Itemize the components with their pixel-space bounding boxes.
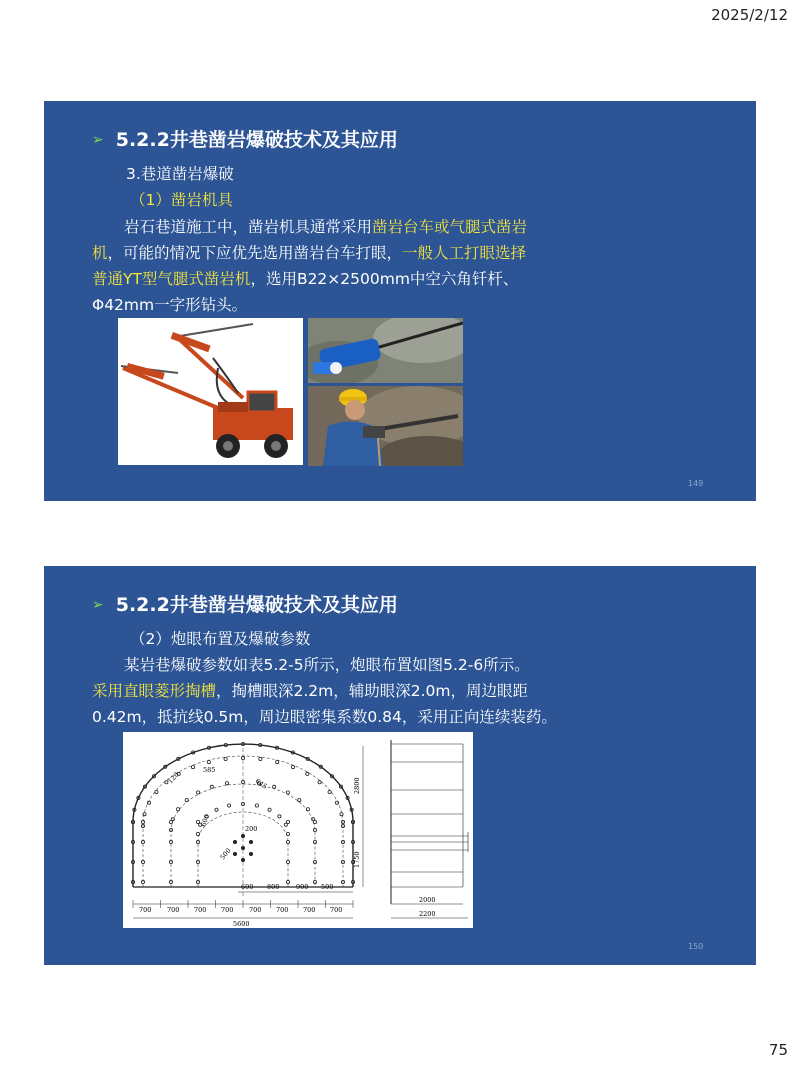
hand-drill-photo — [308, 318, 463, 383]
paragraph-line-2: 机，可能的情况下应优先选用凿岩台车打眼，一般人工打眼选择 — [92, 244, 527, 262]
slide-title-text: 5.2.2井巷凿岩爆破技术及其应用 — [115, 129, 398, 151]
dim-bottom-8: 700 — [330, 906, 343, 914]
dim-inner-2: 200 — [245, 825, 258, 833]
slide-number: 149 — [688, 479, 704, 488]
blast-hole-mark — [155, 790, 158, 793]
dim-bottom-5: 700 — [249, 906, 262, 914]
hand-drill-image — [308, 318, 463, 383]
blast-hole-mark — [225, 782, 228, 785]
blast-hole-mark — [259, 757, 262, 760]
dim-side-1: 2000 — [419, 896, 436, 904]
dim-side-2: 2200 — [419, 910, 436, 918]
blast-hole-mark — [318, 781, 321, 784]
blast-hole-mark — [196, 832, 199, 835]
blast-hole-mark — [143, 813, 146, 816]
subsection-heading: （2）炮眼布置及爆破参数 — [130, 630, 311, 648]
miner-drilling-photo — [308, 386, 463, 466]
paragraph-line-3: 普通YT型气腿式凿岩机，选用B22×2500mm中空六角钎杆、 — [92, 270, 519, 288]
arrow-bullet-icon: ➢ — [92, 597, 104, 613]
blast-hole-mark — [306, 772, 309, 775]
blast-hole-mark — [306, 808, 309, 811]
drill-jumbo-image — [118, 318, 303, 465]
blast-hole-mark — [169, 820, 172, 823]
paragraph-line-1: 某岩巷爆破参数如表5.2-5所示，炮眼布置如图5.2-6所示。 — [124, 656, 530, 674]
blast-hole-mark — [328, 790, 331, 793]
paragraph-line-2: 采用直眼菱形掏槽，掏槽眼深2.2m，辅助眼深2.0m，周边眼距 — [92, 682, 529, 700]
blasthole-layout-diagram — [123, 732, 473, 928]
blast-hole-mark — [197, 791, 200, 794]
blast-hole-mark — [286, 791, 289, 794]
subsection-heading: （1）凿岩机具 — [130, 191, 233, 209]
dim-total-width: 5600 — [233, 920, 250, 928]
blast-hole-mark — [255, 804, 258, 807]
blast-hole-mark — [207, 761, 210, 764]
dim-arch-1: 120 — [166, 770, 181, 786]
blast-hole-mark — [313, 820, 316, 823]
blast-hole-mark — [185, 799, 188, 802]
drill-jumbo-photo — [118, 318, 303, 465]
dim-middle-4: 500 — [321, 883, 334, 891]
slide-title-text: 5.2.2井巷凿岩爆破技术及其应用 — [115, 594, 398, 616]
blasthole-layout-drawing — [123, 732, 473, 928]
paragraph-line-1: 岩石巷道施工中，凿岩机具通常采用凿岩台车或气腿式凿岩 — [124, 218, 528, 236]
slide-150 — [44, 566, 756, 965]
blast-hole-mark — [286, 832, 289, 835]
section-heading: 3.巷道凿岩爆破 — [126, 165, 234, 183]
dim-inner-1: 600 — [199, 813, 212, 828]
dim-bottom-4: 700 — [221, 906, 234, 914]
blast-hole-mark — [191, 766, 194, 769]
blast-hole-mark — [278, 815, 281, 818]
dim-arch-3: 645 — [253, 777, 269, 791]
slide-title — [92, 125, 398, 152]
blast-hole-mark — [210, 785, 213, 788]
miner-drilling-image — [308, 386, 463, 466]
slide-number: 150 — [688, 942, 704, 951]
blast-hole-mark — [215, 808, 218, 811]
dim-bottom-1: 700 — [139, 906, 152, 914]
dim-bottom-6: 700 — [276, 906, 289, 914]
blast-hole-mark — [268, 808, 271, 811]
blast-hole-mark — [291, 766, 294, 769]
blast-hole-mark — [286, 820, 289, 823]
blast-hole-mark — [276, 761, 279, 764]
dim-bottom-3: 700 — [194, 906, 207, 914]
slide-title — [92, 590, 398, 617]
dim-bottom-2: 700 — [167, 906, 180, 914]
arrow-bullet-icon: ➢ — [92, 132, 104, 148]
dim-middle-2: 800 — [267, 883, 280, 891]
dim-height-lower: 1750 — [353, 851, 361, 868]
paragraph-line-3: 0.42m，抵抗线0.5m，周边眼密集系数0.84，采用正向连续装药。 — [92, 708, 557, 726]
header-date: 2025/2/12 — [711, 6, 788, 24]
dim-middle-3: 900 — [296, 883, 309, 891]
dim-bottom-7: 700 — [303, 906, 316, 914]
dim-height-upper: 2800 — [353, 777, 361, 794]
slide-149 — [44, 101, 756, 501]
blast-hole-mark — [224, 757, 227, 760]
page-number: 75 — [768, 1041, 788, 1059]
blast-hole-mark — [177, 808, 180, 811]
blast-hole-mark — [298, 799, 301, 802]
blast-hole-mark — [228, 804, 231, 807]
dim-arch-2: 585 — [203, 766, 216, 774]
dim-inner-3: 500 — [218, 846, 233, 862]
dim-middle-1: 600 — [241, 883, 254, 891]
blast-hole-mark — [273, 785, 276, 788]
paragraph-line-4: Φ42mm一字形钻头。 — [92, 296, 248, 314]
